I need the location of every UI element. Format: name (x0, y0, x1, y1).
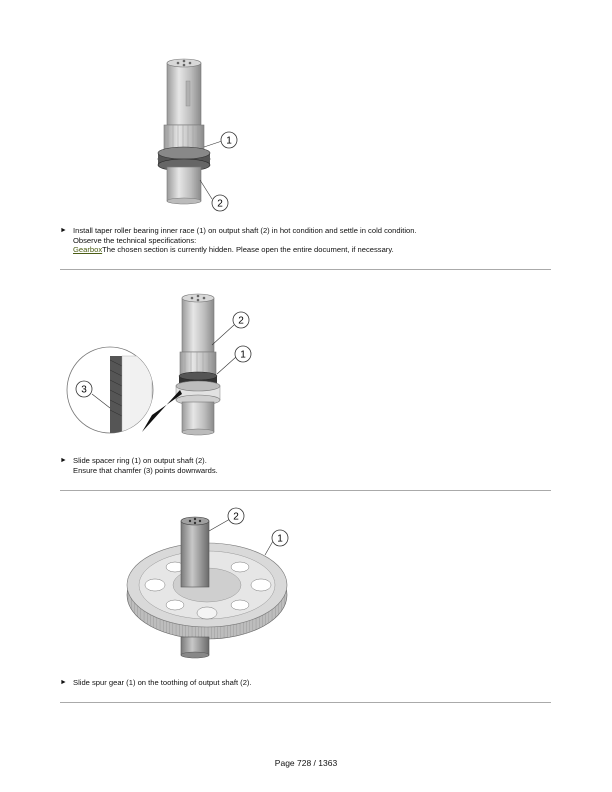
step-text: Slide spur gear (1) on the toothing of output shaft (2). (73, 678, 252, 687)
callout-label: 2 (217, 198, 223, 210)
step-text: Install taper roller bearing inner race (1) on output shaft (2) in hot condition and settle in cold condition. (73, 226, 417, 235)
step-text-reference (73, 245, 394, 255)
callout-label: 1 (226, 135, 232, 147)
step-text: Slide spacer ring (1) on output shaft (2). (73, 456, 207, 465)
figure-spur-gear (115, 505, 300, 660)
bullet-arrow-icon: ► (60, 457, 67, 464)
bullet-arrow-icon: ► (60, 679, 67, 686)
section-divider (60, 490, 551, 491)
callout-label: 1 (240, 349, 246, 361)
callout-label: 2 (233, 511, 239, 523)
callout-label: 2 (238, 315, 244, 327)
callout-label: 1 (277, 533, 283, 545)
step-text: Ensure that chamfer (3) points downwards. (73, 466, 218, 475)
section-divider (60, 702, 551, 703)
bullet-arrow-icon: ► (60, 227, 67, 234)
figure-bearing-inner-race (140, 55, 260, 215)
page-number: Page 728 / 1363 (274, 758, 338, 768)
hidden-section-note: The chosen section is currently hidden. Please open the entire document, if necessary. (102, 245, 394, 254)
callout-label: 3 (81, 384, 87, 396)
gearbox-link[interactable]: Gearbox (73, 245, 103, 254)
section-divider (60, 269, 551, 270)
step-text: Observe the technical specifications: (73, 236, 197, 245)
figure-spacer-ring (62, 290, 262, 450)
